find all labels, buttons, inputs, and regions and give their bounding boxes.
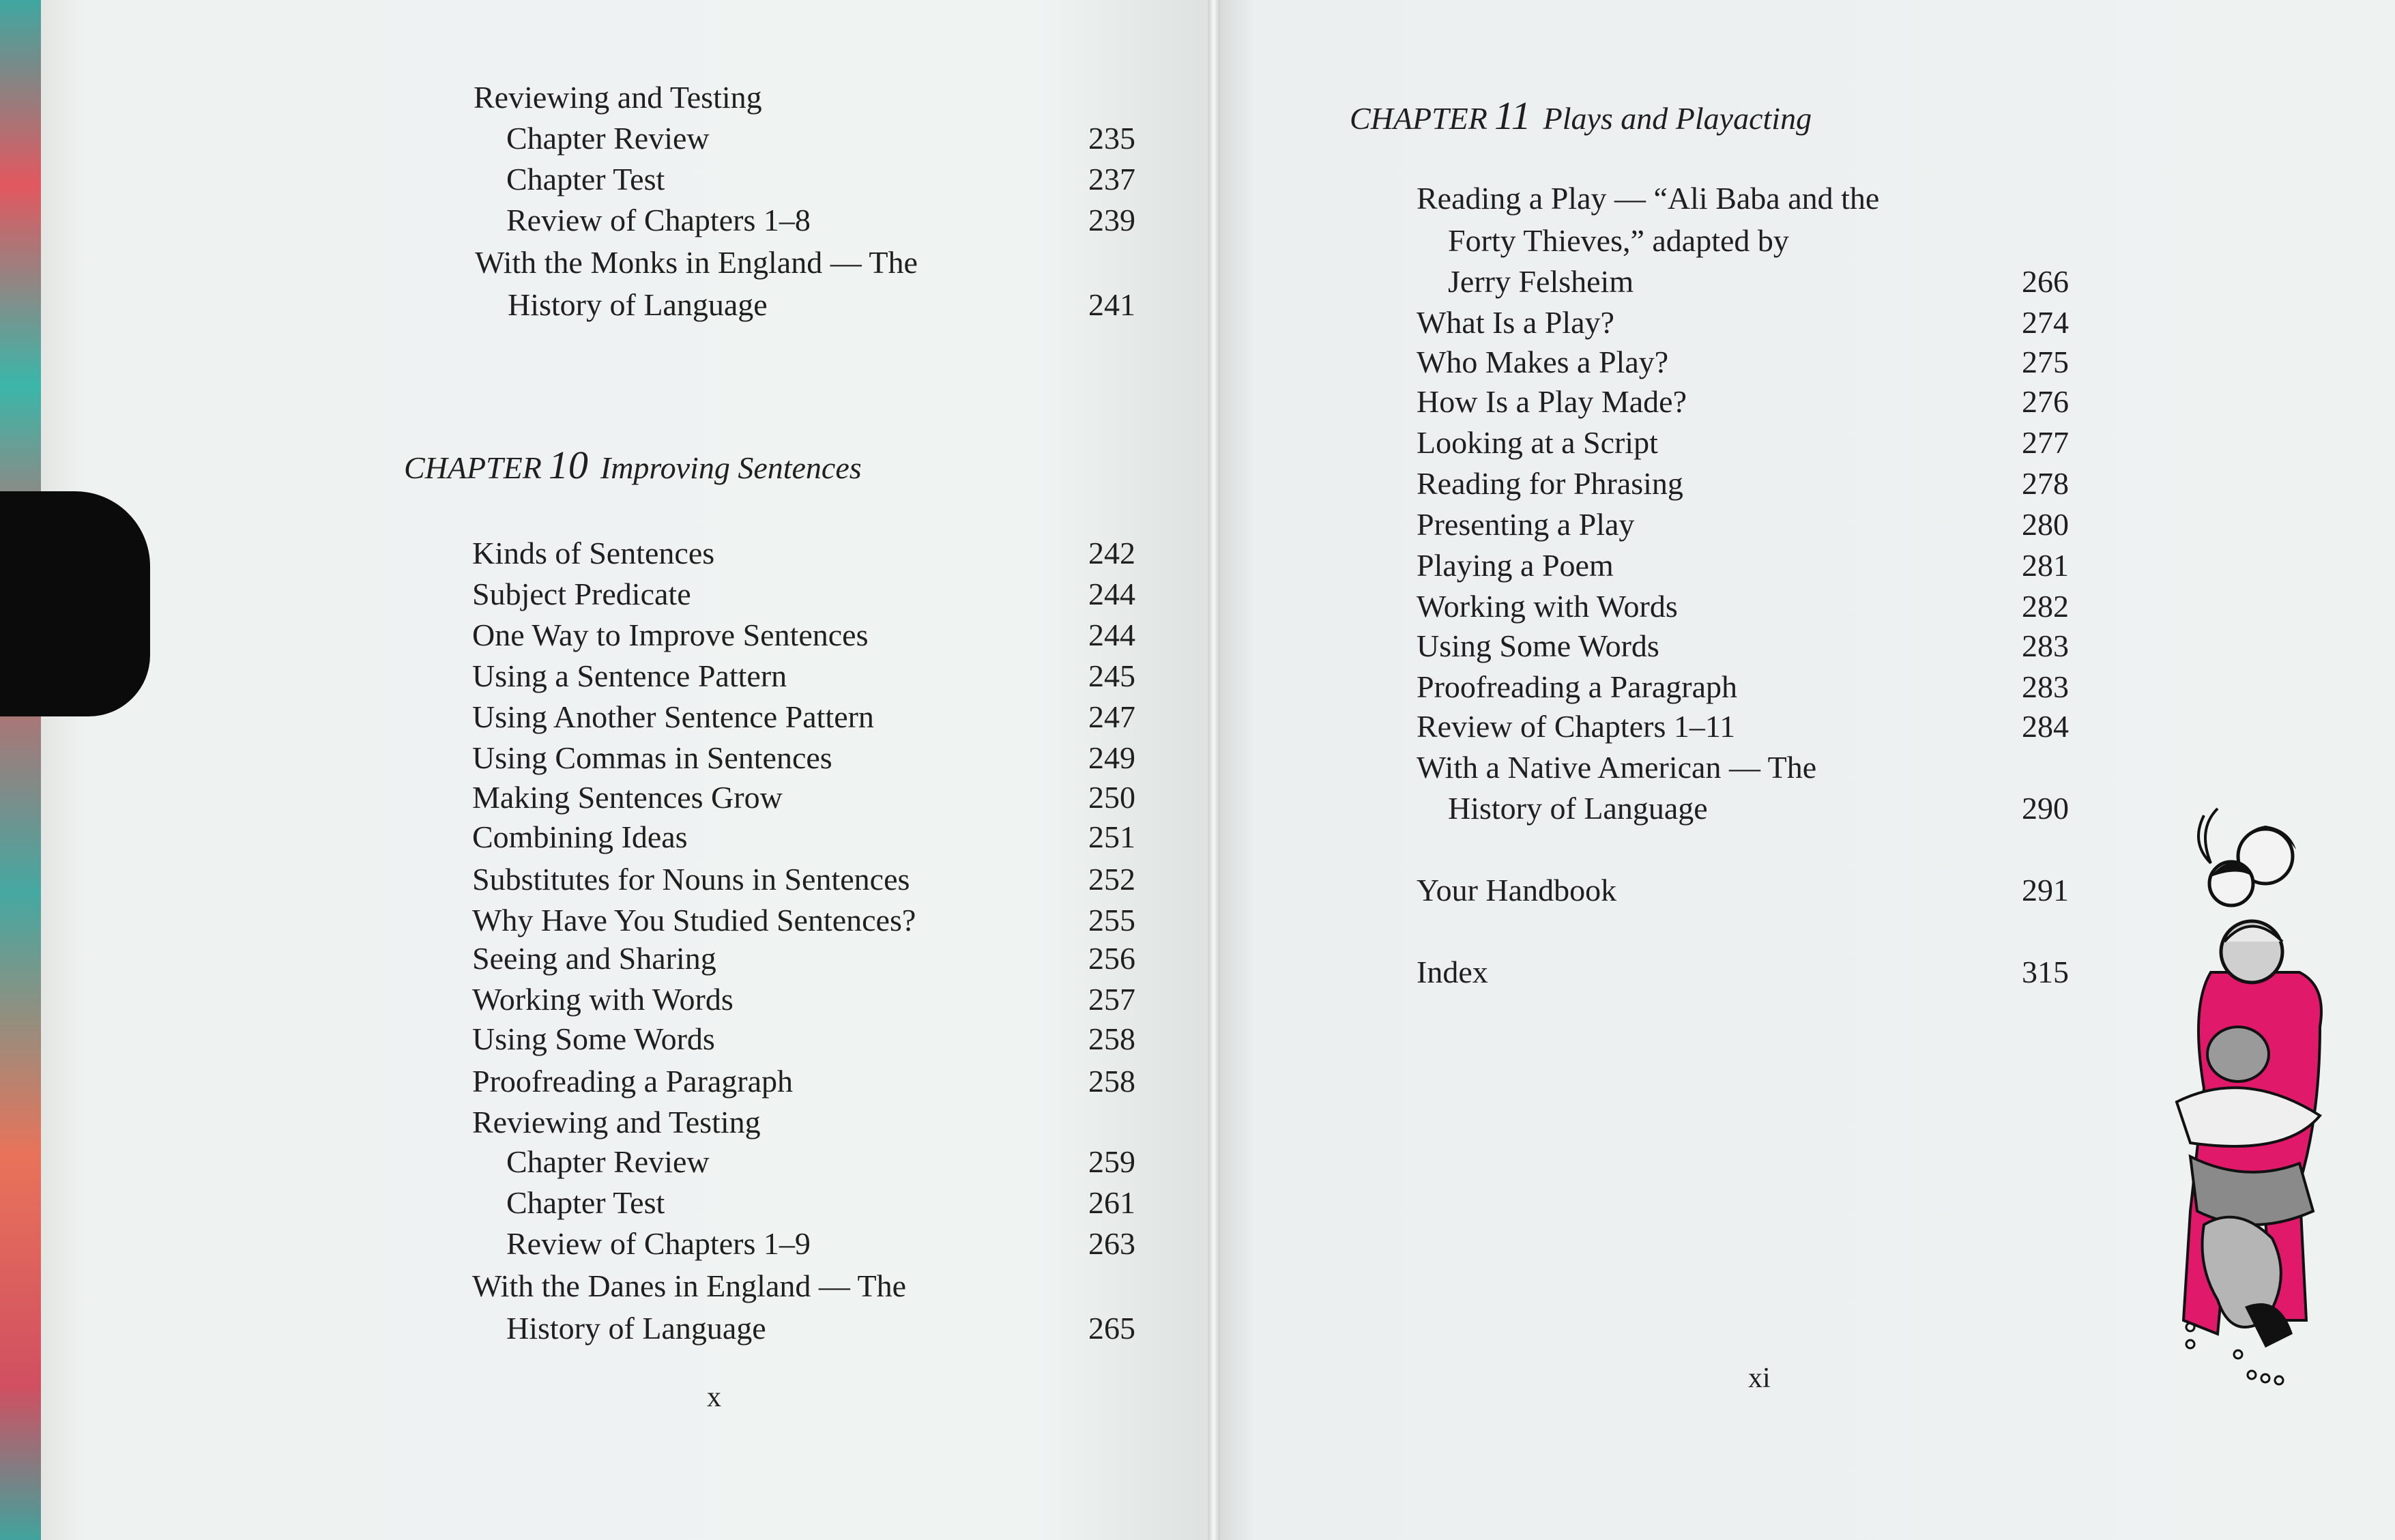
toc-entry-title: Using Some Words (472, 1021, 715, 1056)
toc-entry-page: 241 (1088, 287, 1135, 322)
chapter-label: CHAPTER (1350, 101, 1487, 136)
chapter-title: Improving Sentences (600, 450, 862, 485)
toc-entry-title: Using a Sentence Pattern (472, 658, 787, 693)
toc-entry-page: 276 (2022, 384, 2069, 419)
toc-entry-page: 291 (2022, 873, 2069, 907)
toc-entry-page: 283 (2022, 628, 2069, 663)
toc-entry-title: Proofreading a Paragraph (472, 1064, 794, 1099)
toc-entry-title: Working with Words (1417, 589, 1678, 624)
toc-entry-page: 280 (2022, 507, 2069, 542)
toc-entry-page: 252 (1088, 862, 1135, 897)
page-folio: xi (1748, 1363, 1771, 1394)
toc-entry-title: Why Have You Studied Sentences? (472, 903, 916, 938)
toc-entry-title: Jerry Felsheim (1448, 264, 1634, 299)
toc-entry-page: 242 (1088, 536, 1135, 570)
toc-entry-title: How Is a Play Made? (1417, 384, 1687, 419)
toc-entry-title: With a Native American — The (1417, 750, 1817, 785)
toc-entry-page: 247 (1088, 699, 1135, 734)
toc-entry-page: 250 (1088, 780, 1135, 815)
toc-entry-page: 244 (1088, 618, 1135, 652)
toc-entry-title: Seeing and Sharing (472, 941, 716, 976)
toc-entry-title: With the Monks in England — The (475, 245, 918, 280)
chapter-number: 10 (548, 443, 588, 487)
toc-entry-page: 251 (1088, 819, 1135, 854)
toc-entry-page: 275 (2022, 345, 2069, 379)
toc-entry-page: 239 (1088, 203, 1135, 237)
toc-entry-page: 258 (1088, 1021, 1135, 1056)
toc-entry-page: 281 (2022, 548, 2069, 583)
toc-entry-title: Your Handbook (1417, 873, 1617, 907)
toc-entry-page: 282 (2022, 589, 2069, 624)
toc-entry-page: 266 (2022, 264, 2069, 299)
chapter-heading (404, 442, 862, 488)
toc-entry-page: 277 (2022, 425, 2069, 460)
toc-entry-page: 245 (1088, 658, 1135, 693)
chapter-number: 11 (1494, 93, 1531, 138)
toc-entry-page: 278 (2022, 466, 2069, 501)
toc-entry-title: Chapter Review (506, 121, 710, 156)
toc-entry-title: Chapter Test (506, 1185, 665, 1220)
chapter-title: Plays and Playacting (1543, 101, 1812, 136)
toc-entry-title: Working with Words (472, 982, 734, 1017)
toc-entry-title: History of Language (508, 287, 768, 322)
thumb-shadow (0, 491, 150, 716)
toc-entry-title: History of Language (506, 1311, 766, 1346)
toc-entry-title: What Is a Play? (1417, 305, 1614, 340)
toc-entry-title: Chapter Review (506, 1144, 710, 1179)
book-edge-strip (0, 0, 41, 1540)
toc-entry-page: 261 (1088, 1185, 1135, 1220)
toc-entry-title: Reading a Play — “Ali Baba and the (1417, 181, 1880, 216)
toc-entry-title: Reviewing and Testing (474, 80, 762, 115)
toc-entry-title: Playing a Poem (1417, 548, 1614, 583)
toc-entry-title: Review of Chapters 1–9 (506, 1226, 811, 1261)
toc-entry-page: 283 (2022, 669, 2069, 704)
toc-entry-page: 265 (1088, 1311, 1135, 1346)
toc-entry-page: 257 (1088, 982, 1135, 1017)
toc-entry-page: 284 (2022, 709, 2069, 744)
toc-entry-title: Reading for Phrasing (1417, 466, 1683, 501)
chapter-heading (1350, 93, 1812, 139)
page-folio: x (707, 1382, 721, 1413)
toc-entry-title: Substitutes for Nouns in Sentences (472, 862, 910, 897)
toc-entry-page: 290 (2022, 791, 2069, 826)
toc-entry-title: Index (1417, 955, 1488, 989)
toc-entry-title: Review of Chapters 1–8 (506, 203, 811, 237)
toc-entry-title: Subject Predicate (472, 577, 691, 611)
toc-entry-page: 274 (2022, 305, 2069, 340)
toc-entry-page: 237 (1088, 162, 1135, 197)
toc-entry-title: Using Some Words (1417, 628, 1659, 663)
toc-entry-title: Using Another Sentence Pattern (472, 699, 874, 734)
book-gutter (1208, 0, 1220, 1540)
toc-entry-title: Looking at a Script (1417, 425, 1658, 460)
toc-entry-title: Who Makes a Play? (1417, 345, 1669, 379)
toc-entry-title: Forty Thieves,” adapted by (1448, 223, 1789, 258)
toc-entry-title: Combining Ideas (472, 819, 688, 854)
toc-entry-page: 244 (1088, 577, 1135, 611)
family-parade-illustration (2163, 802, 2340, 1395)
toc-entry-page: 235 (1088, 121, 1135, 156)
toc-entry-title: Reviewing and Testing (472, 1105, 761, 1139)
toc-entry-title: Presenting a Play (1417, 507, 1635, 542)
toc-entry-page: 315 (2022, 955, 2069, 989)
toc-entry-title: Making Sentences Grow (472, 780, 783, 815)
toc-entry-page: 255 (1088, 903, 1135, 938)
toc-entry-title: One Way to Improve Sentences (472, 618, 869, 652)
toc-entry-title: Chapter Test (506, 162, 665, 197)
toc-entry-page: 259 (1088, 1144, 1135, 1179)
toc-entry-title: Kinds of Sentences (472, 536, 715, 570)
toc-entry-title: Review of Chapters 1–11 (1417, 709, 1736, 744)
toc-entry-title: Proofreading a Paragraph (1417, 669, 1738, 704)
toc-entry-title: With the Danes in England — The (472, 1268, 907, 1303)
toc-entry-page: 263 (1088, 1226, 1135, 1261)
chapter-label: CHAPTER (404, 450, 542, 485)
toc-entry-title: Using Commas in Sentences (472, 740, 832, 775)
toc-entry-page: 249 (1088, 740, 1135, 775)
toc-entry-title: History of Language (1448, 791, 1708, 826)
toc-entry-page: 256 (1088, 941, 1135, 976)
toc-entry-page: 258 (1088, 1064, 1135, 1099)
